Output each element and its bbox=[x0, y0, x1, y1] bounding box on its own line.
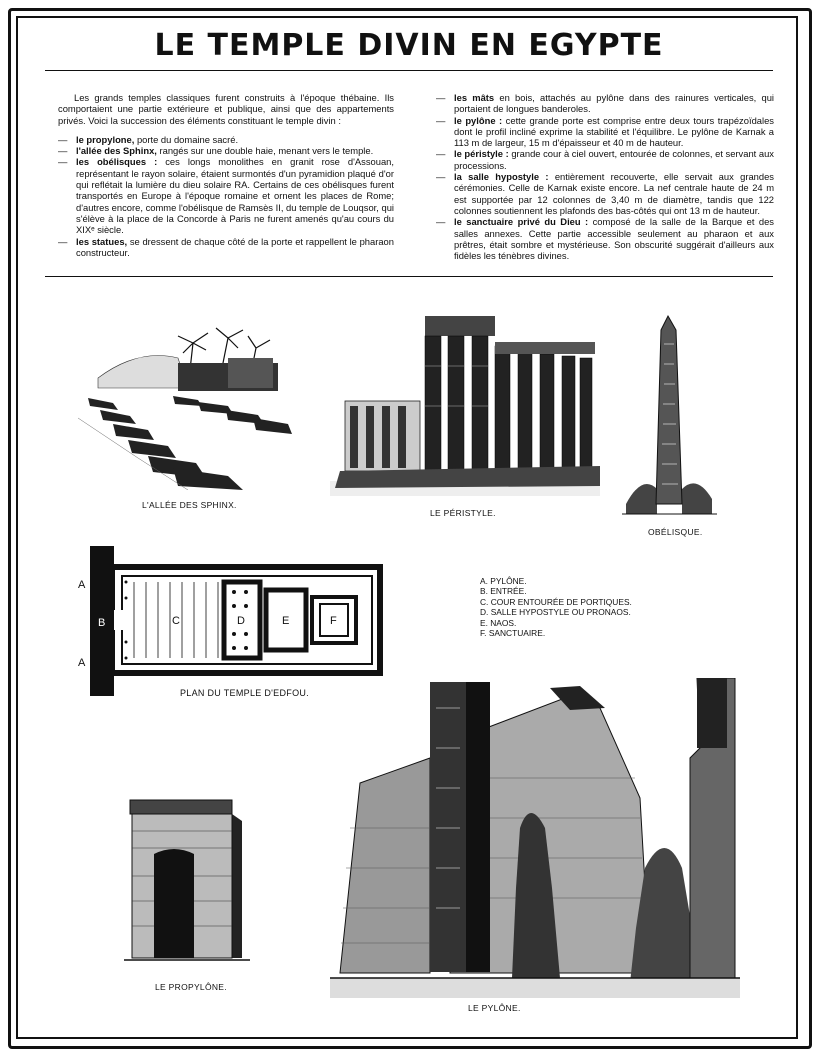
intro-paragraph: Les grands temples classiques furent construits à l'époque thébaine. Ils comportaient une partie extérieure et publique, ainsi que des appartements privés. Voici la succession des éléments constituant le temple divin : bbox=[58, 92, 394, 126]
legend-item-f: F. SANCTUAIRE. bbox=[480, 628, 546, 639]
legend-item-a: A. PYLÔNE. bbox=[480, 576, 527, 586]
caption-obelisque: OBÉLISQUE. bbox=[648, 527, 703, 537]
plan-letter-b: B bbox=[98, 617, 106, 629]
sphinx-avenue-illustration bbox=[78, 318, 293, 490]
legend-item-b: B. ENTRÉE. bbox=[480, 586, 527, 597]
propylon-illustration bbox=[124, 796, 250, 966]
plan-letter-d: D bbox=[237, 615, 245, 627]
item-obelisques: — les obélisques : ces longs monolithes en granit rose d'Assouan, représentant le rayon solaire, étaient surmontés d'un pyramidion plaqué d'or qui reflétait la lumière du dieu solaire RA. Certains de ces obélisques furent transportés en Europe à l'époque romaine et ornent les places de Rome; d'autres encore, comme l'obélisque de Ramsès II, du temple de Louqsor, qui s'élève à la place de la Concorde à Paris ne furent amenés qu'au cours du XIXᵉ siècle. bbox=[58, 156, 394, 236]
item-sanctuaire: — le sanctuaire privé du Dieu : composé de la salle de la Barque et des salles annexes. Cette partie accessible seulement au pharaon et aux prêtres, était sombre et mystérieuse. Son obscurité suggérait d'ailleurs aux fidèles les ténèbres divines. bbox=[436, 216, 774, 262]
legend-item-d: D. SALLE HYPOSTYLE OU PRONAOS. bbox=[480, 607, 631, 618]
caption-pylone: LE PYLÔNE. bbox=[468, 1003, 521, 1013]
legend-item-e: E. NAOS. bbox=[480, 617, 517, 628]
section-rule bbox=[45, 276, 773, 277]
title-rule bbox=[45, 70, 773, 71]
plan-letter-a-bottom: A bbox=[78, 657, 86, 669]
caption-plan: PLAN DU TEMPLE D'EDFOU. bbox=[180, 688, 309, 698]
left-column bbox=[58, 92, 394, 258]
right-column bbox=[436, 92, 774, 261]
caption-sphinx: L'ALLÉE DES SPHINX. bbox=[142, 500, 237, 510]
plan-legend bbox=[480, 576, 632, 638]
obelisk-illustration bbox=[622, 314, 717, 519]
legend-item-c: C. COUR ENTOURÉE DE PORTIQUES. bbox=[480, 596, 632, 607]
pylon-illustration bbox=[330, 678, 740, 998]
caption-peristyle: LE PÉRISTYLE. bbox=[430, 508, 496, 518]
item-statues: — les statues, se dressent de chaque côté de la porte et rappellent le pharaon constructeur. bbox=[58, 235, 394, 258]
caption-propylone: LE PROPYLÔNE. bbox=[155, 982, 227, 992]
item-salle-hypostyle: — la salle hypostyle : entièrement recouverte, elle servait aux grandes cérémonies. Celle de Karnak existe encore. La nef centrale haute de 24 m est supportée par 12 colonnes de 3,40 m de diamètre, tandis que 122 colonnes soutiennent les plafonds des bas-côtés qui ont 13 m de hauteur. bbox=[436, 171, 774, 216]
plan-letter-e: E bbox=[282, 615, 290, 627]
item-pylone: — le pylône : cette grande porte est comprise entre deux tours trapézoïdales dont le profil incliné exprime la stabilité et l'équilibre. Le pylône de Karnak a 113 m de largeur, 15 m d'épaisseur et 40 m de hauteur. bbox=[436, 114, 774, 149]
page-title: LE TEMPLE DIVIN EN EGYPTE bbox=[154, 28, 664, 63]
item-peristyle: — le péristyle : grande cour à ciel ouvert, entourée de colonnes, et servant aux processions. bbox=[436, 148, 774, 171]
plan-letter-f: F bbox=[330, 615, 337, 627]
item-allee-sphinx: — l'allée des Sphinx, rangés sur une double haie, menant vers le temple. bbox=[58, 145, 374, 157]
peristyle-illustration bbox=[330, 306, 600, 496]
item-propylone: — le propylone, porte du domaine sacré. bbox=[58, 133, 239, 145]
plan-letter-c: C bbox=[172, 615, 180, 627]
item-mats: — les mâts en bois, attachés au pylône dans des rainures verticales, qui portaient de longues banderoles. bbox=[436, 92, 774, 115]
plan-letter-a-top: A bbox=[78, 579, 86, 591]
